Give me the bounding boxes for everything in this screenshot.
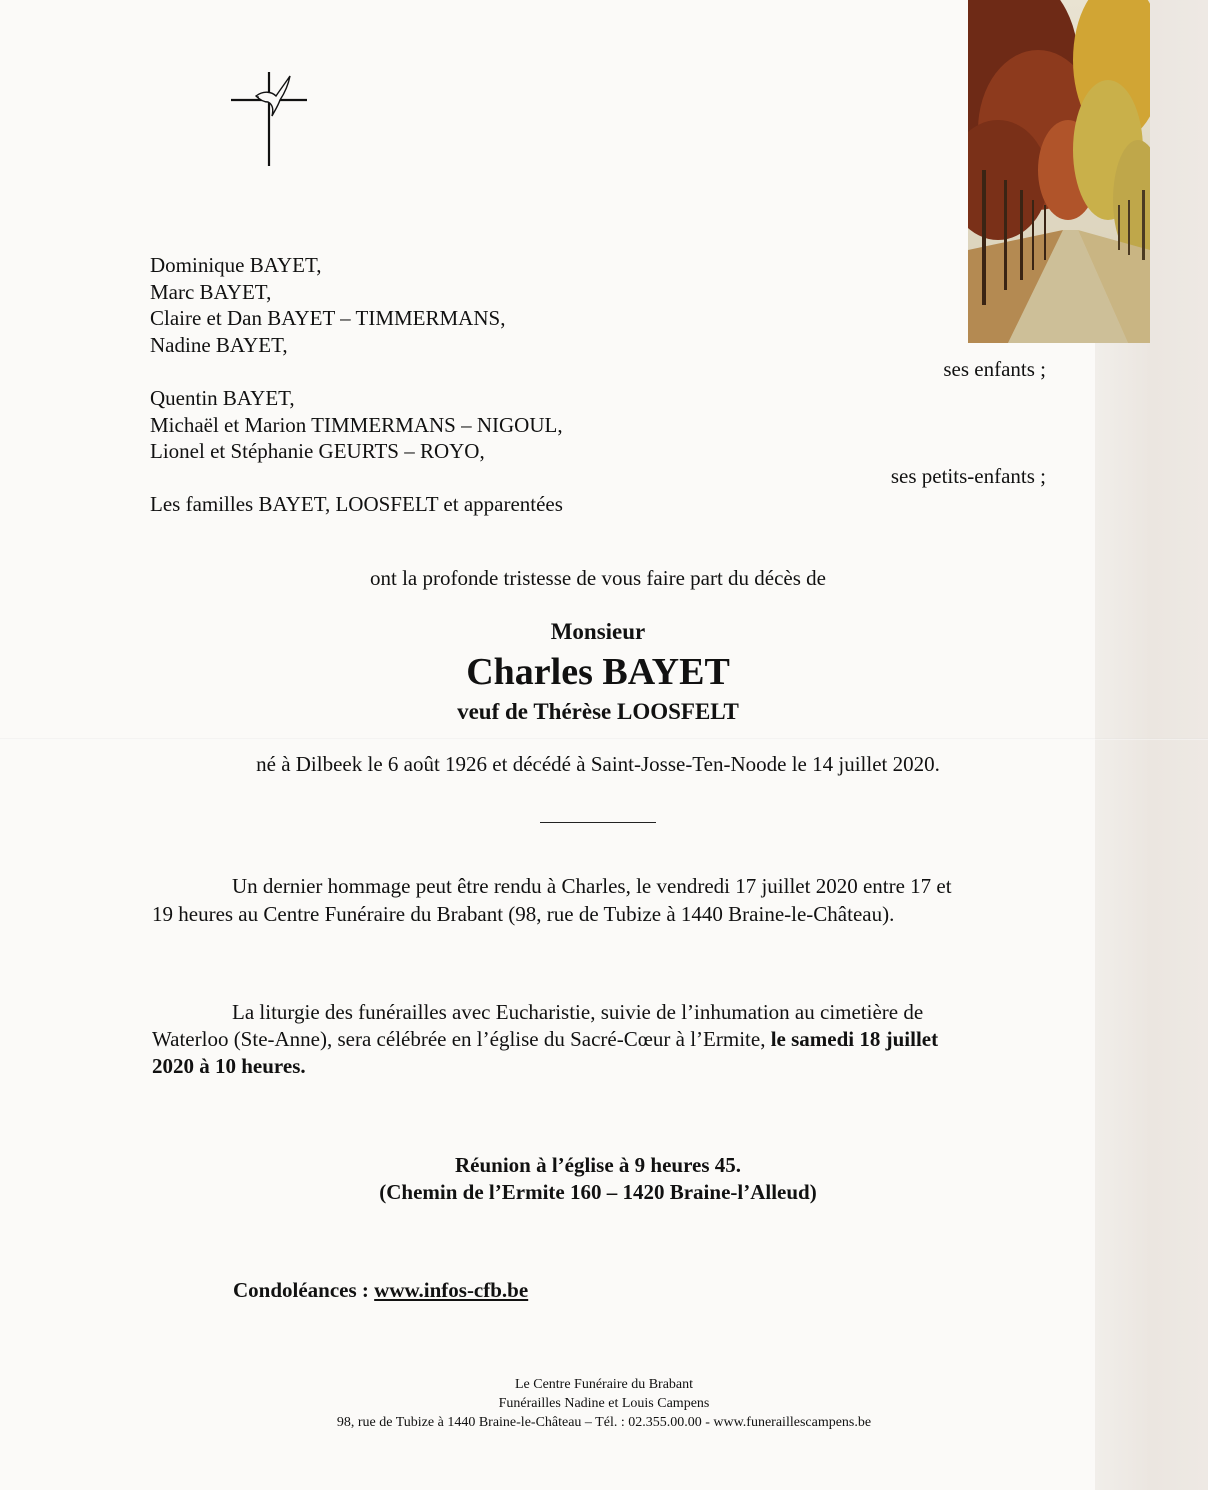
- announcement-line: ont la profonde tristesse de vous faire part du décès de: [369, 566, 826, 590]
- deceased-name: Charles BAYET: [466, 651, 730, 693]
- grandchild-name: Michaël et Marion TIMMERMANS – NIGOUL,: [150, 412, 563, 437]
- hommage-line-2: 19 heures au Centre Funéraire du Brabant (98, rue de Tubize à 1440 Braine-le-Château).: [152, 902, 895, 926]
- footer-funeral-directors: Funérailles Nadine et Louis Campens: [498, 1396, 710, 1411]
- condoleances-label: Condoléances :: [233, 1278, 375, 1302]
- hommage-line-1: Un dernier hommage peut être rendu à Charles, le vendredi 17 juillet 2020 entre 17 et: [232, 874, 952, 898]
- deceased-title: Monsieur: [550, 619, 646, 644]
- children-label: ses enfants ;: [943, 357, 1046, 381]
- grandchild-name: Lionel et Stéphanie GEURTS – ROYO,: [150, 439, 485, 463]
- deceased-spouse: veuf de Thérèse LOOSFELT: [457, 699, 739, 724]
- liturgie-line-3: 2020 à 10 heures.: [152, 1054, 306, 1078]
- autumn-tree-avenue-photo: [968, 0, 1150, 343]
- birth-death-dates: né à Dilbeek le 6 août 1926 et décédé à Saint-Josse-Ten-Noode le 14 juillet 2020.: [256, 752, 940, 776]
- page-fold-line: [0, 738, 1208, 740]
- child-name: Marc BAYET,: [150, 279, 272, 304]
- liturgie-line-2: [152, 1026, 938, 1053]
- reunion-address: (Chemin de l’Ermite 160 – 1420 Braine-l’Alleud): [379, 1180, 817, 1204]
- grandchildren-list: [150, 385, 563, 465]
- liturgie-line-2-text: Waterloo (Ste-Anne), sera célébrée en l’église du Sacré-Cœur à l’Ermite,: [152, 1027, 771, 1051]
- child-name: Claire et Dan BAYET – TIMMERMANS,: [150, 306, 506, 330]
- condoleances-line: [233, 1277, 528, 1304]
- families-line: Les familles BAYET, LOOSFELT et apparentées: [150, 492, 563, 516]
- separator-rule: [540, 822, 656, 823]
- liturgie-line-1: La liturgie des funérailles avec Eucharistie, suivie de l’inhumation au cimetière de: [232, 1000, 924, 1024]
- footer-funeral-home: Le Centre Funéraire du Brabant: [514, 1377, 694, 1392]
- reunion-line-1: Réunion à l’église à 9 heures 45.: [454, 1153, 742, 1177]
- child-name: Dominique BAYET,: [150, 253, 322, 277]
- children-list: [150, 252, 505, 358]
- grandchild-name: Quentin BAYET,: [150, 386, 295, 410]
- condoleances-link[interactable]: www.infos-cfb.be: [374, 1278, 529, 1302]
- grandchildren-label: ses petits-enfants ;: [890, 464, 1046, 488]
- cross-dove-icon: [228, 70, 310, 173]
- liturgie-date-bold: le samedi 18 juillet: [770, 1027, 939, 1051]
- footer-contact: 98, rue de Tubize à 1440 Braine-le-Château – Tél. : 02.355.00.00 - www.funeraillescampens.be: [336, 1415, 872, 1430]
- child-name: Nadine BAYET,: [150, 332, 288, 357]
